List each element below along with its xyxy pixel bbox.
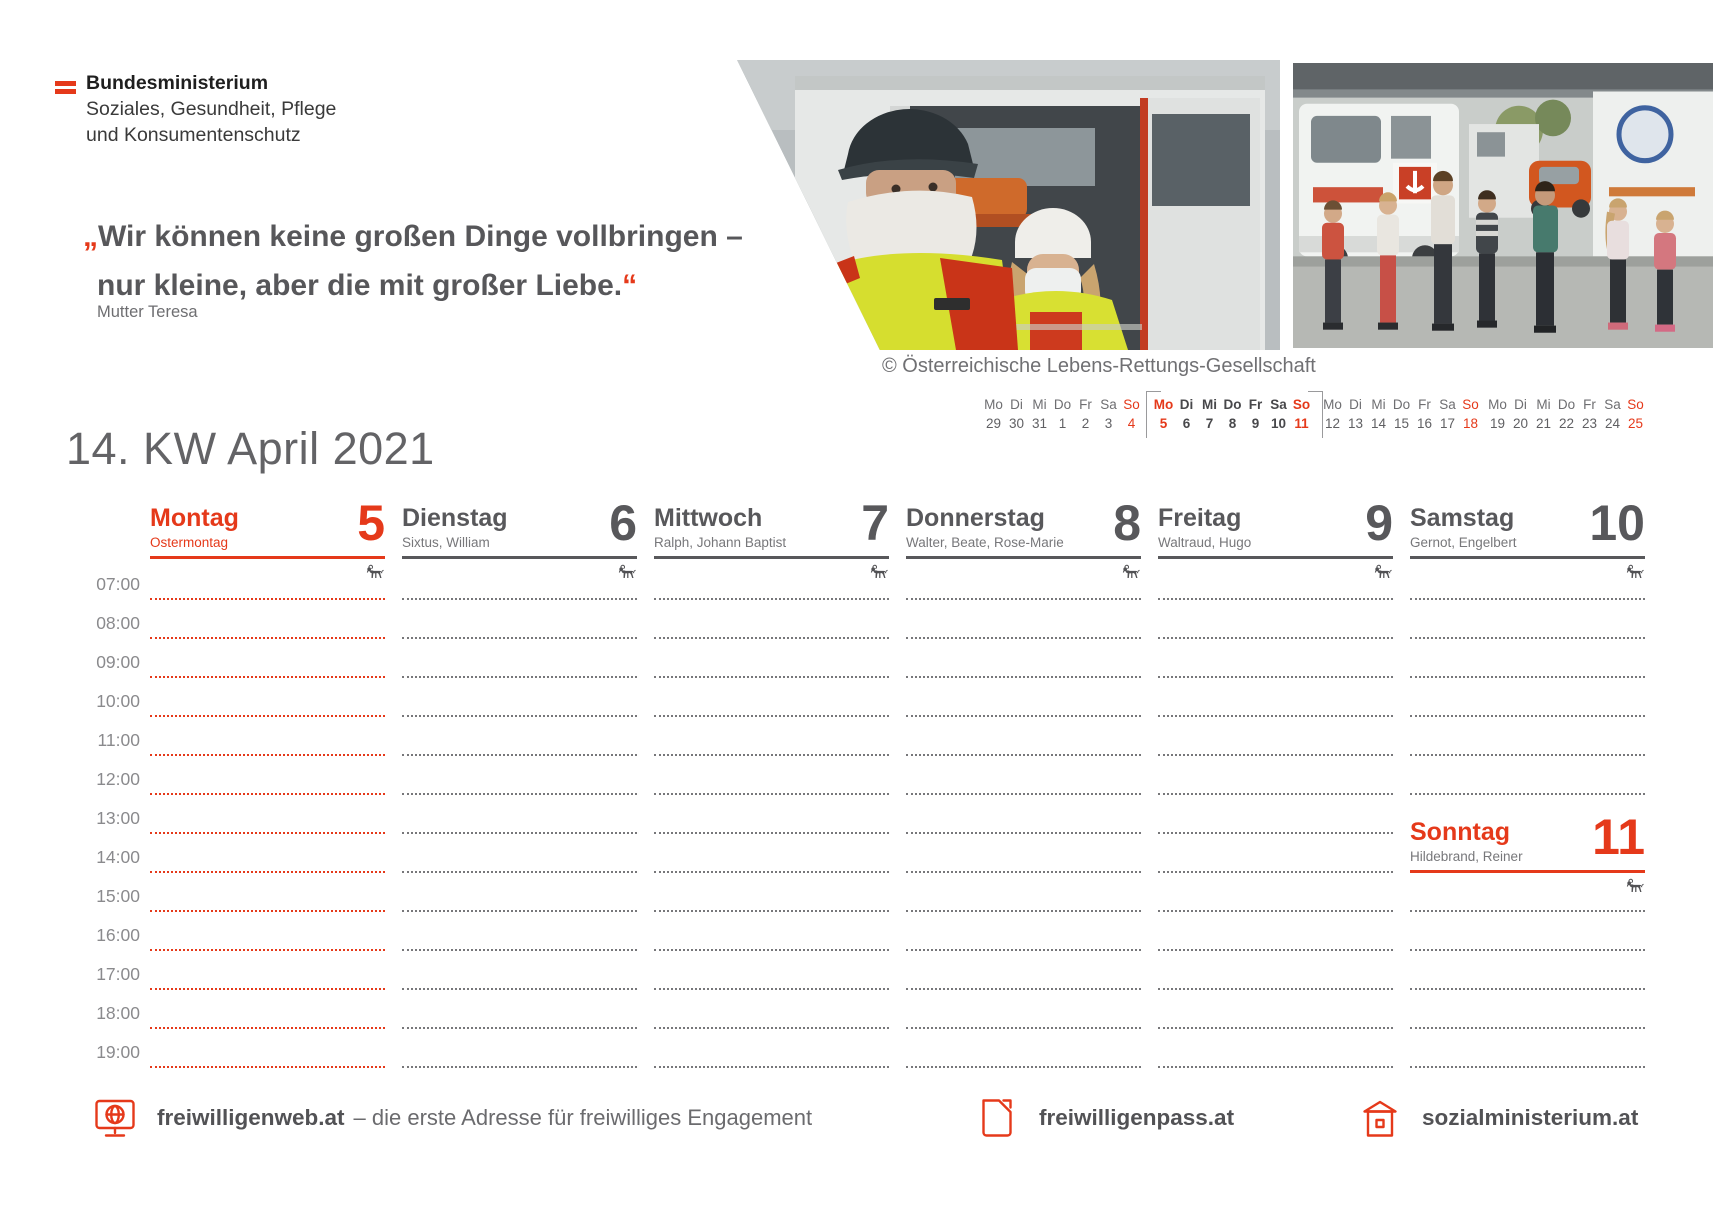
mini-calendar-week-13 [982, 395, 1143, 433]
mini-cal-weekday: Fr [1079, 397, 1092, 412]
hour-line [402, 1027, 637, 1029]
day-nameday: Sixtus, William [402, 535, 490, 550]
hour-line [150, 793, 385, 795]
hour-line [1410, 598, 1645, 600]
hour-line [150, 754, 385, 756]
hour-line [150, 988, 385, 990]
mini-cal-weekday: Fr [1248, 397, 1263, 412]
hour-line [654, 598, 889, 600]
hour-line [1410, 910, 1645, 912]
hour-line [906, 1027, 1141, 1029]
mini-cal-day: 25 [1627, 416, 1644, 431]
day-number: 10 [1589, 495, 1645, 551]
time-label: 10:00 [96, 691, 140, 711]
hour-line [1158, 637, 1393, 639]
day-rule [1410, 870, 1645, 873]
mini-cal-day: 12 [1324, 416, 1341, 431]
hour-line [1410, 988, 1645, 990]
day-number: 9 [1365, 495, 1393, 551]
hour-line [654, 871, 889, 873]
photo-ambulance-crew [700, 60, 1280, 350]
mini-cal-day: 11 [1294, 416, 1309, 431]
day-rule [654, 556, 889, 559]
mini-cal-weekday: So [1627, 397, 1644, 412]
hour-line [150, 1027, 385, 1029]
hour-line [1410, 793, 1645, 795]
mini-cal-day: 4 [1127, 416, 1136, 431]
day-name: Dienstag [402, 504, 508, 532]
mini-cal-day: 5 [1159, 416, 1168, 431]
hour-line [654, 1027, 889, 1029]
photo-ambulance-crew-art [700, 60, 1280, 350]
day-rule [1158, 556, 1393, 559]
hour-line [1158, 1027, 1393, 1029]
mini-cal-day: 21 [1535, 416, 1552, 431]
mini-cal-weekday: Sa [1100, 397, 1117, 412]
hour-line [906, 988, 1141, 990]
hour-line [150, 676, 385, 678]
day-name: Donnerstag [906, 504, 1045, 532]
hour-line [906, 793, 1141, 795]
mini-calendar-week-16 [1486, 395, 1647, 433]
hour-line [906, 1066, 1141, 1068]
day-nameday: Waltraud, Hugo [1158, 535, 1252, 550]
footer-link-label: freiwilligenweb.at [157, 1105, 345, 1130]
day-name: Mittwoch [654, 504, 763, 532]
mini-cal-weekday: Di [1514, 397, 1527, 412]
hour-line [654, 676, 889, 678]
photo-children-vans [1293, 63, 1713, 348]
day-nameday: Ostermontag [150, 535, 229, 550]
time-label: 07:00 [96, 574, 140, 594]
mini-cal-weekday: Mo [1153, 397, 1174, 412]
mini-cal-day: 8 [1228, 416, 1237, 431]
hour-line [654, 793, 889, 795]
time-label: 14:00 [96, 847, 140, 867]
hour-line [906, 832, 1141, 834]
mini-cal-day: 6 [1182, 416, 1191, 431]
mini-cal-day: 31 [1031, 416, 1048, 431]
mini-cal-day: 18 [1462, 416, 1479, 431]
ministry-subtitle-1: Soziales, Gesundheit, Pflege [86, 98, 337, 120]
mini-cal-day: 3 [1104, 416, 1113, 431]
mini-cal-weekday: Mo [1323, 397, 1342, 412]
hour-line [150, 871, 385, 873]
hour-line [1158, 871, 1393, 873]
hour-line [402, 676, 637, 678]
day-rule [906, 556, 1141, 559]
mini-cal-day: 19 [1489, 416, 1506, 431]
pass-document-icon [975, 1096, 1019, 1140]
time-label: 08:00 [96, 613, 140, 633]
mini-cal-weekday: Di [1349, 397, 1362, 412]
hour-line [150, 949, 385, 951]
hour-line [906, 598, 1141, 600]
hour-line [402, 988, 637, 990]
hour-line [402, 637, 637, 639]
day-nameday: Hildebrand, Reiner [1410, 849, 1523, 864]
day-number: 8 [1113, 495, 1141, 551]
link-freiwilligenweb[interactable] [93, 1096, 812, 1140]
mini-cal-weekday: So [1123, 397, 1140, 412]
austria-flag-icon [55, 81, 76, 97]
mini-cal-weekday: Fr [1583, 397, 1596, 412]
mini-cal-weekday: So [1292, 397, 1311, 412]
hour-line [1158, 1066, 1393, 1068]
mini-cal-weekday: Mi [1371, 397, 1386, 412]
hour-line [150, 598, 385, 600]
mini-cal-weekday: Mi [1536, 397, 1551, 412]
day-rule [150, 556, 385, 559]
day-name: Montag [150, 504, 239, 532]
mini-cal-weekday: Mi [1202, 397, 1217, 412]
ministry-name: Bundesministerium [86, 72, 269, 94]
footer-link-label: sozialministerium.at [1422, 1105, 1639, 1130]
day-name: Sonntag [1410, 818, 1510, 846]
hour-line [654, 949, 889, 951]
photo-children-vans-art [1293, 63, 1713, 348]
time-label: 19:00 [96, 1042, 140, 1062]
mini-cal-weekday: Di [1010, 397, 1023, 412]
hour-line [1410, 1027, 1645, 1029]
hour-line [402, 949, 637, 951]
hour-line [402, 793, 637, 795]
day-column-mittwoch [654, 495, 889, 588]
hour-line [402, 871, 637, 873]
quote-line-2: nur kleine, aber die mit großer Liebe. [97, 269, 623, 302]
hour-line [1410, 637, 1645, 639]
hour-line [654, 637, 889, 639]
hour-line [906, 676, 1141, 678]
ram-icon [1625, 564, 1645, 579]
day-name: Samstag [1410, 504, 1515, 532]
day-rule [1410, 556, 1645, 559]
photo-credit: © Österreichische Lebens-Rettungs-Gesellschaft [882, 355, 1316, 377]
day-rule [402, 556, 637, 559]
time-label: 12:00 [96, 769, 140, 789]
link-freiwilligenpass[interactable] [975, 1096, 1234, 1140]
mini-cal-day: 29 [985, 416, 1002, 431]
mini-cal-day: 24 [1604, 416, 1621, 431]
mini-cal-weekday: Do [1392, 397, 1411, 412]
hour-line [906, 715, 1141, 717]
hour-line [150, 1066, 385, 1068]
day-column-montag [150, 495, 385, 588]
hour-line [1410, 754, 1645, 756]
hour-line [1158, 793, 1393, 795]
day-column-donnerstag [906, 495, 1141, 588]
link-sozialministerium[interactable] [1358, 1096, 1638, 1140]
time-label: 13:00 [96, 808, 140, 828]
hour-line [654, 754, 889, 756]
footer-link-suffix: – die erste Adresse für freiwilliges Engagement [353, 1105, 813, 1130]
hour-line [1158, 988, 1393, 990]
ministry-subtitle-2: und Konsumentenschutz [86, 124, 301, 146]
mini-cal-weekday: Mo [984, 397, 1003, 412]
hour-line [906, 949, 1141, 951]
mini-cal-day: 17 [1439, 416, 1456, 431]
day-column-samstag [1410, 495, 1645, 588]
day-number: 11 [1592, 809, 1645, 865]
hour-line [1158, 832, 1393, 834]
mini-cal-day: 7 [1205, 416, 1214, 431]
mini-cal-day: 2 [1081, 416, 1090, 431]
hour-line [402, 1066, 637, 1068]
hour-line [1410, 676, 1645, 678]
quote-open-mark: „ [83, 220, 98, 253]
ram-icon [617, 564, 637, 579]
mini-cal-day: 23 [1581, 416, 1598, 431]
hour-line [402, 715, 637, 717]
hour-line [654, 715, 889, 717]
mini-calendar-week-15 [1321, 395, 1482, 433]
mini-cal-day: 13 [1347, 416, 1364, 431]
hour-line [150, 637, 385, 639]
time-label: 16:00 [96, 925, 140, 945]
hour-line [1158, 949, 1393, 951]
day-name: Freitag [1158, 504, 1242, 532]
hour-line [906, 910, 1141, 912]
mini-cal-day: 22 [1558, 416, 1575, 431]
ram-icon [1121, 564, 1141, 579]
day-column-dienstag [402, 495, 637, 588]
mini-cal-day: 10 [1270, 416, 1287, 431]
monitor-globe-icon [93, 1096, 137, 1140]
day-nameday: Ralph, Johann Baptist [654, 535, 787, 550]
day-column-sonntag [1410, 809, 1645, 902]
time-label: 09:00 [96, 652, 140, 672]
hour-line [654, 832, 889, 834]
mini-cal-weekday: Sa [1439, 397, 1456, 412]
ram-icon [869, 564, 889, 579]
hour-line [1410, 715, 1645, 717]
hour-line [906, 754, 1141, 756]
mini-cal-day: 9 [1251, 416, 1260, 431]
day-column-freitag [1158, 495, 1393, 588]
mini-cal-day: 1 [1058, 416, 1067, 431]
time-label: 15:00 [96, 886, 140, 906]
ram-icon [365, 564, 385, 579]
mini-cal-day: 16 [1416, 416, 1433, 431]
mini-cal-weekday: Sa [1604, 397, 1621, 412]
day-number: 5 [357, 495, 385, 551]
ram-icon [1625, 878, 1645, 893]
day-nameday: Gernot, Engelbert [1410, 535, 1517, 550]
time-label: 17:00 [96, 964, 140, 984]
hour-line [150, 832, 385, 834]
day-nameday: Walter, Beate, Rose-Marie [906, 535, 1064, 550]
hour-line [1158, 676, 1393, 678]
mini-cal-weekday: Do [1223, 397, 1242, 412]
hour-line [654, 910, 889, 912]
hour-line [1410, 1066, 1645, 1068]
hour-line [906, 871, 1141, 873]
mini-cal-weekday: Mo [1488, 397, 1507, 412]
mini-cal-weekday: Do [1053, 397, 1072, 412]
mini-cal-weekday: Mi [1032, 397, 1047, 412]
time-label: 11:00 [97, 730, 140, 750]
quote-close-mark: “ [622, 269, 638, 302]
quote-author: Mutter Teresa [97, 303, 198, 321]
time-label: 18:00 [96, 1003, 140, 1023]
hour-line [1410, 949, 1645, 951]
hour-line [1158, 910, 1393, 912]
mini-cal-weekday: Di [1179, 397, 1194, 412]
mini-cal-weekday: So [1462, 397, 1479, 412]
mini-cal-weekday: Do [1557, 397, 1576, 412]
mini-cal-day: 30 [1008, 416, 1025, 431]
ministry-building-icon [1358, 1096, 1402, 1140]
mini-cal-day: 14 [1370, 416, 1387, 431]
mini-cal-day: 20 [1512, 416, 1529, 431]
hour-line [1158, 598, 1393, 600]
mini-cal-day: 15 [1393, 416, 1410, 431]
footer-link-label: freiwilligenpass.at [1039, 1105, 1235, 1130]
hour-line [1158, 754, 1393, 756]
hour-line [1158, 715, 1393, 717]
hour-line [150, 715, 385, 717]
quote [83, 212, 743, 310]
ram-icon [1373, 564, 1393, 579]
quote-line-1: Wir können keine großen Dinge vollbringen – [98, 220, 743, 253]
page-title: 14. KW April 2021 [66, 423, 435, 474]
hour-line [654, 1066, 889, 1068]
hour-line [402, 754, 637, 756]
hour-line [150, 910, 385, 912]
mini-calendar-week-14 [1152, 395, 1313, 433]
mini-cal-weekday: Fr [1418, 397, 1431, 412]
hour-line [906, 637, 1141, 639]
day-number: 7 [861, 495, 889, 551]
day-number: 6 [609, 495, 637, 551]
mini-cal-weekday: Sa [1270, 397, 1287, 412]
hour-line [654, 988, 889, 990]
hour-line [402, 598, 637, 600]
hour-line [402, 910, 637, 912]
hour-line [402, 832, 637, 834]
